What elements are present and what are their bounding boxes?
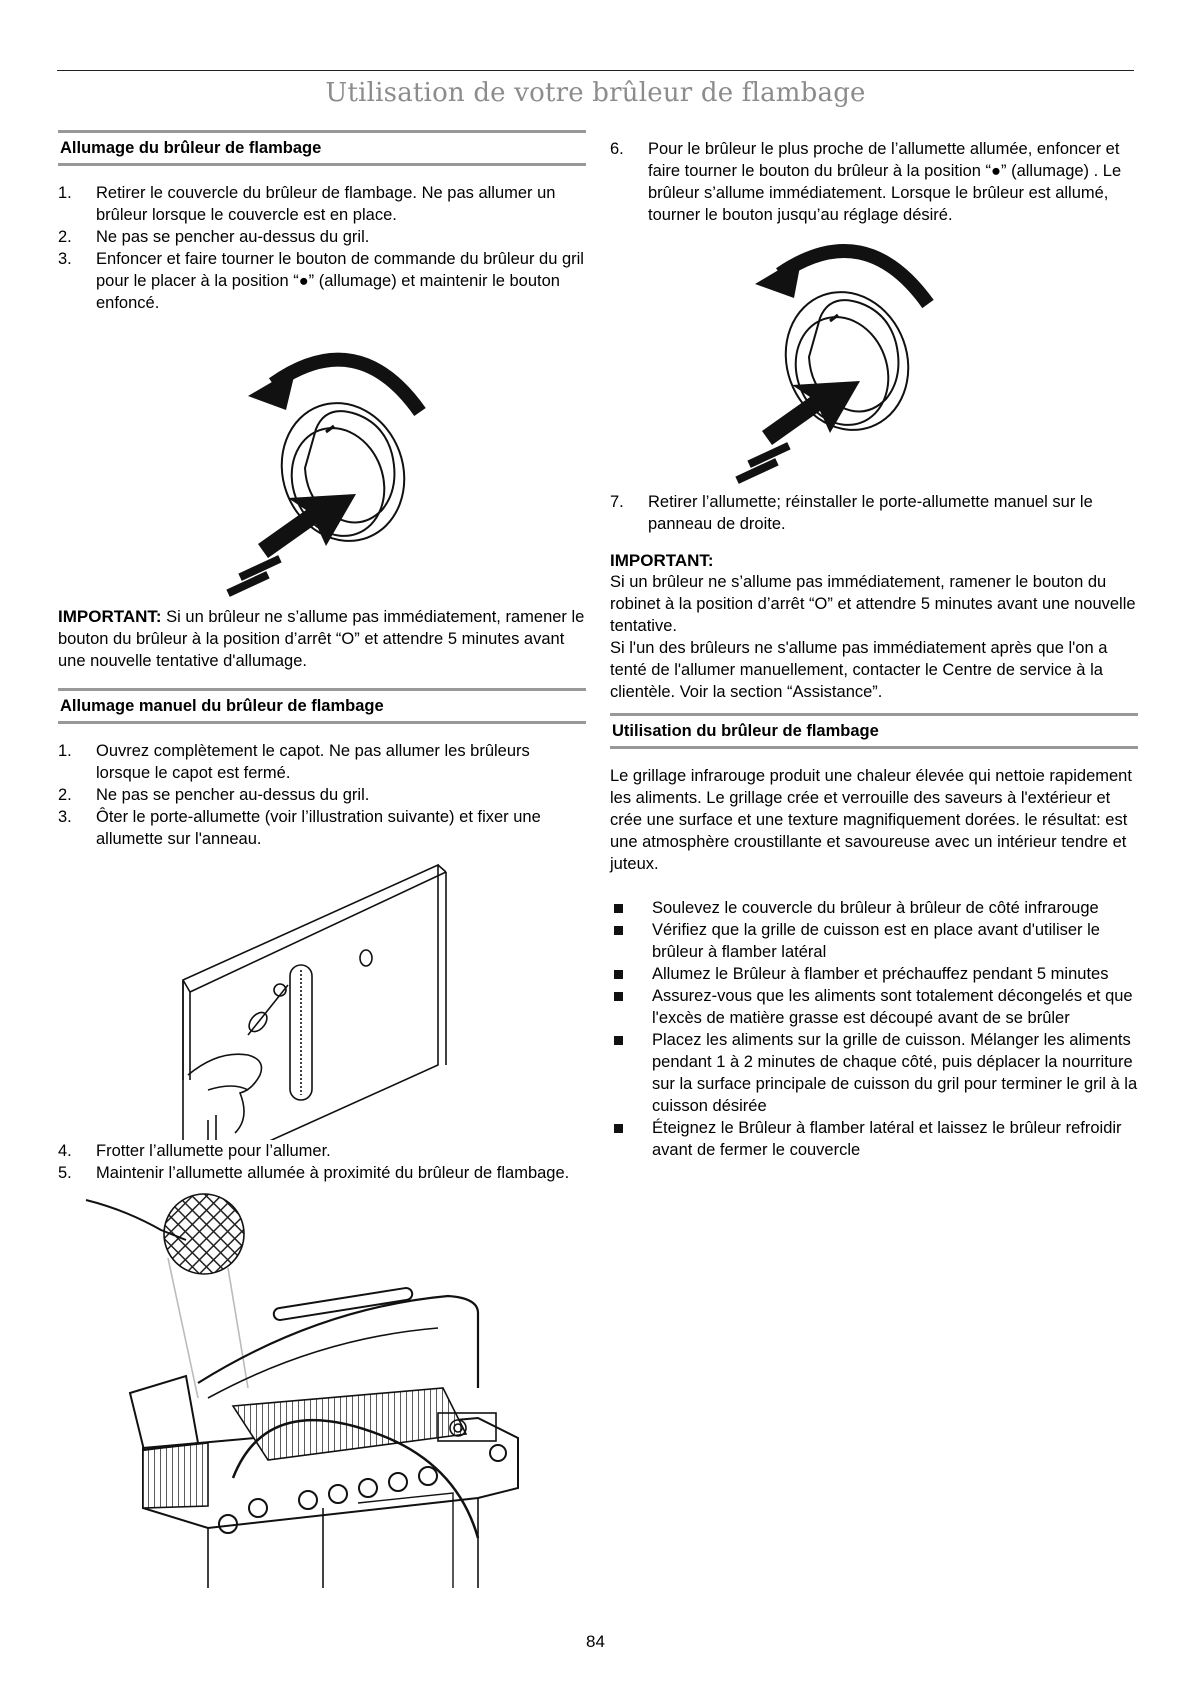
list-item — [610, 1117, 1138, 1161]
left-column — [58, 130, 586, 1588]
important-text: Si un brûleur ne s’allume pas immédiatement, ramener le bouton du robinet à la position d’arrêt “O” et attendre 5 minutes avant une nouvelle tentative. — [610, 573, 1136, 635]
important-label: IMPORTANT: — [58, 607, 162, 626]
grill-with-match-icon — [58, 1188, 586, 1588]
step-text: Frotter l’allumette pour l’allumer. — [96, 1142, 331, 1160]
square-bullet-icon — [614, 904, 623, 913]
important-text: Si un brûleur ne s’allume pas immédiatement, ramener le bouton du brûleur à la position d’arrêt “O” et attendre 5 minutes avant une nouvelle tentative d'allumage. — [58, 608, 585, 670]
step-number: 3. — [58, 250, 72, 268]
ignition-steps — [58, 182, 586, 314]
knob-push-turn-icon — [610, 226, 1138, 491]
important-note-left — [58, 606, 586, 672]
square-bullet-icon — [614, 970, 623, 979]
square-bullet-icon — [614, 926, 623, 935]
step-text: Ouvrez complètement le capot. Ne pas allumer les brûleurs lorsque le capot est fermé. — [96, 742, 530, 782]
manual-ignition-steps-continued — [58, 1140, 586, 1184]
square-bullet-icon — [614, 1036, 623, 1045]
list-item — [610, 963, 1138, 985]
page-number: 84 — [586, 1632, 605, 1651]
list-item — [610, 1029, 1138, 1117]
square-bullet-icon — [614, 1124, 623, 1133]
step-number: 5. — [58, 1164, 72, 1182]
step-number: 6. — [610, 140, 624, 158]
knob-illustration-left — [58, 314, 586, 606]
right-column — [610, 138, 1138, 1161]
step-number: 7. — [610, 493, 624, 511]
bullet-text: Assurez-vous que les aliments sont totalement décongelés et que l'excès de matière grasse est découpé avant de se brûler — [652, 987, 1133, 1027]
step-number: 1. — [58, 184, 72, 202]
knob-push-turn-icon — [58, 314, 586, 606]
grill-illustration — [58, 1188, 586, 1588]
step-number: 2. — [58, 786, 72, 804]
step-number: 3. — [58, 808, 72, 826]
usage-intro: Le grillage infrarouge produit une chaleur élevée qui nettoie rapidement les aliments. Le grillage crée et verrouille des saveurs à l'extérieur et crée une surface et une texture magnifiquement dorées. le résultat: est une atmosphère croustillante et savoureuse avec un intérieur tendre et juteux. — [610, 767, 1132, 873]
important-text: Si l'un des brûleurs ne s'allume pas immédiatement après que l'on a tenté de l'allumer manuellement, contacter le Centre de service à la clientèle. Voir la section “Assistance”. — [610, 639, 1108, 701]
section-heading-ignition: Allumage du brûleur de flambage — [58, 130, 586, 166]
list-item — [610, 919, 1138, 963]
step-text: Retirer l’allumette; réinstaller le porte-allumette manuel sur le panneau de droite. — [648, 493, 1093, 533]
list-item — [610, 138, 1138, 226]
step-number: 4. — [58, 1142, 72, 1160]
step-text: Ne pas se pencher au-dessus du gril. — [96, 228, 370, 246]
bullet-text: Soulevez le couvercle du brûleur à brûleur de côté infrarouge — [652, 899, 1099, 917]
list-item — [58, 740, 586, 784]
step-number: 1. — [58, 742, 72, 760]
section-heading-usage: Utilisation du brûleur de flambage — [610, 713, 1138, 749]
step-text: Pour le brûleur le plus proche de l’allumette allumée, enfoncer et faire tourner le bouton du brûleur à la position “●” (allumage) . Le brûleur s’allume immédiatement. Lorsque le brûleur est allumé, tourner le bouton jusqu’au réglage désiré. — [648, 140, 1122, 224]
step-text: Retirer le couvercle du brûleur de flambage. Ne pas allumer un brûleur lorsque le couvercle est en place. — [96, 184, 556, 224]
header-rule — [57, 70, 1134, 71]
list-item — [610, 491, 1138, 535]
list-item — [58, 1140, 586, 1162]
ignition-steps-right-continued — [610, 491, 1138, 535]
list-item — [58, 182, 586, 226]
list-item — [610, 897, 1138, 919]
step-text: Ôter le porte-allumette (voir l’illustration suivante) et fixer une allumette sur l'anneau. — [96, 808, 541, 848]
bullet-text: Éteignez le Brûleur à flamber latéral et laissez le brûleur refroidir avant de fermer le couvercle — [652, 1119, 1122, 1159]
important-note-right — [610, 551, 1138, 703]
bullet-text: Placez les aliments sur la grille de cuisson. Mélanger les aliments pendant 1 à 2 minutes de chaque côté, puis déplacer la nourriture sur la surface principale de cuisson du gril pour terminer le gril à la cuisson désirée — [652, 1031, 1138, 1115]
usage-bullets — [610, 897, 1138, 1161]
step-text: Ne pas se pencher au-dessus du gril. — [96, 786, 370, 804]
list-item — [58, 248, 586, 314]
match-holder-illustration — [58, 850, 586, 1140]
knob-illustration-right — [610, 226, 1138, 491]
important-label: IMPORTANT: — [610, 551, 714, 570]
step-number: 2. — [58, 228, 72, 246]
page-title: Utilisation de votre brûleur de flambage — [325, 78, 866, 108]
step-text: Maintenir l’allumette allumée à proximité du brûleur de flambage. — [96, 1164, 570, 1182]
manual-ignition-steps — [58, 740, 586, 850]
bullet-text: Vérifiez que la grille de cuisson est en place avant d'utiliser le brûleur à flamber latéral — [652, 921, 1100, 961]
list-item — [58, 226, 586, 248]
square-bullet-icon — [614, 992, 623, 1001]
list-item — [610, 985, 1138, 1029]
step-text: Enfoncer et faire tourner le bouton de commande du brûleur du gril pour le placer à la position “●” (allumage) et maintenir le bouton enfoncé. — [96, 250, 584, 312]
section-heading-manual-ignition: Allumage manuel du brûleur de flambage — [58, 688, 586, 724]
match-holder-panel-icon — [58, 850, 586, 1140]
list-item — [58, 784, 586, 806]
list-item — [58, 806, 586, 850]
ignition-steps-right — [610, 138, 1138, 226]
list-item — [58, 1162, 586, 1184]
bullet-text: Allumez le Brûleur à flamber et préchauffez pendant 5 minutes — [652, 965, 1109, 983]
